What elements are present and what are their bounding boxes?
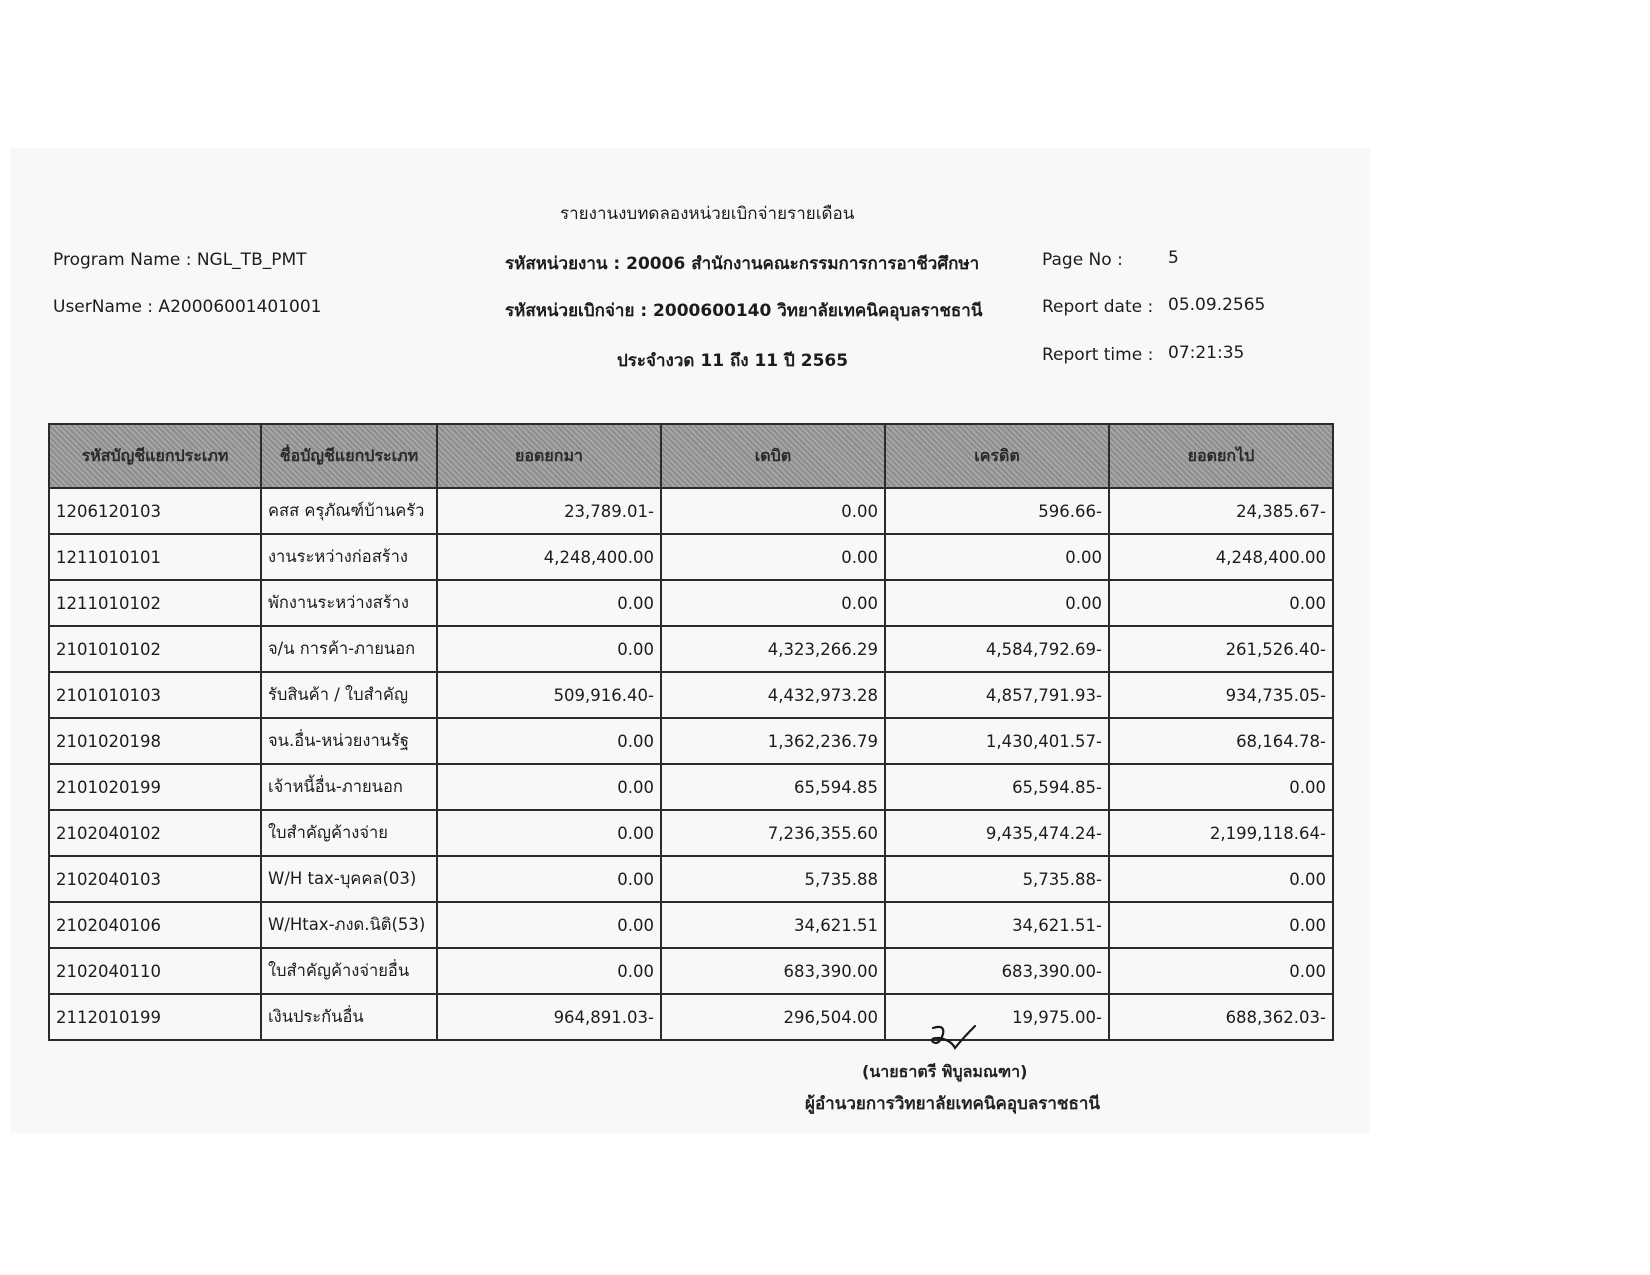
cell-account-name: เงินประกันอื่น (261, 994, 437, 1040)
cell-account-name: งานระหว่างก่อสร้าง (261, 534, 437, 580)
cell-account-code: 2101020198 (49, 718, 261, 764)
cell-account-name: ใบสำคัญค้างจ่าย (261, 810, 437, 856)
header-carried-forward: ยอดยกไป (1109, 424, 1333, 488)
cell-debit: 0.00 (661, 580, 885, 626)
cell-account-name: เจ้าหนี้อื่น-ภายนอก (261, 764, 437, 810)
page-no-value: 5 (1168, 248, 1179, 268)
cell-brought-forward: 0.00 (437, 718, 661, 764)
cell-carried-forward: 24,385.67- (1109, 488, 1333, 534)
cell-brought-forward: 0.00 (437, 902, 661, 948)
cell-account-name: ใบสำคัญค้างจ่ายอื่น (261, 948, 437, 994)
cell-credit: 0.00 (885, 580, 1109, 626)
cell-debit: 65,594.85 (661, 764, 885, 810)
cell-credit: 19,975.00- (885, 994, 1109, 1040)
cell-account-name: พักงานระหว่างสร้าง (261, 580, 437, 626)
table-row (49, 810, 1333, 856)
program-name: Program Name : NGL_TB_PMT (53, 250, 307, 270)
cell-debit: 5,735.88 (661, 856, 885, 902)
table-row (49, 948, 1333, 994)
header-brought-forward: ยอดยกมา (437, 424, 661, 488)
report-title: รายงานงบทดลองหน่วยเบิกจ่ายรายเดือน (560, 204, 855, 224)
table-row (49, 534, 1333, 580)
trial-balance-table (48, 423, 1334, 1041)
cell-account-name: รับสินค้า / ใบสำคัญ (261, 672, 437, 718)
cell-credit: 5,735.88- (885, 856, 1109, 902)
period-line: ประจำงวด 11 ถึง 11 ปี 2565 (617, 351, 849, 371)
cell-credit: 683,390.00- (885, 948, 1109, 994)
cell-debit: 0.00 (661, 534, 885, 580)
cell-account-name: คสส ครุภัณฑ์บ้านครัว (261, 488, 437, 534)
report-date-label: Report date : (1042, 297, 1154, 317)
cell-carried-forward: 68,164.78- (1109, 718, 1333, 764)
table-row (49, 488, 1333, 534)
cell-brought-forward: 23,789.01- (437, 488, 661, 534)
cell-account-name: จน.อื่น-หน่วยงานรัฐ (261, 718, 437, 764)
cell-account-code: 1211010102 (49, 580, 261, 626)
cell-account-code: 2112010199 (49, 994, 261, 1040)
cell-credit: 65,594.85- (885, 764, 1109, 810)
cell-account-code: 2101020199 (49, 764, 261, 810)
cell-carried-forward: 0.00 (1109, 948, 1333, 994)
cell-account-code: 2102040103 (49, 856, 261, 902)
cell-brought-forward: 964,891.03- (437, 994, 661, 1040)
header-account-code: รหัสบัญชีแยกประเภท (49, 424, 261, 488)
cell-debit: 4,432,973.28 (661, 672, 885, 718)
cell-account-code: 2102040102 (49, 810, 261, 856)
header-debit: เดบิต (661, 424, 885, 488)
cell-debit: 1,362,236.79 (661, 718, 885, 764)
cell-carried-forward: 688,362.03- (1109, 994, 1333, 1040)
table-row (49, 718, 1333, 764)
header-account-name: ชื่อบัญชีแยกประเภท (261, 424, 437, 488)
signature-mark (925, 1020, 980, 1056)
cell-credit: 34,621.51- (885, 902, 1109, 948)
cell-account-code: 2102040106 (49, 902, 261, 948)
cell-credit: 9,435,474.24- (885, 810, 1109, 856)
table-row (49, 856, 1333, 902)
report-time-label: Report time : (1042, 345, 1154, 365)
cell-account-code: 2102040110 (49, 948, 261, 994)
cell-account-code: 1206120103 (49, 488, 261, 534)
cell-brought-forward: 0.00 (437, 764, 661, 810)
cell-credit: 4,857,791.93- (885, 672, 1109, 718)
cell-account-code: 2101010103 (49, 672, 261, 718)
cell-account-code: 2101010102 (49, 626, 261, 672)
cell-carried-forward: 0.00 (1109, 856, 1333, 902)
signoff-position: ผู้อำนวยการวิทยาลัยเทคนิคอุบลราชธานี (805, 1094, 1101, 1114)
cell-carried-forward: 934,735.05- (1109, 672, 1333, 718)
cell-brought-forward: 0.00 (437, 580, 661, 626)
cell-debit: 296,504.00 (661, 994, 885, 1040)
cell-brought-forward: 0.00 (437, 948, 661, 994)
cell-debit: 4,323,266.29 (661, 626, 885, 672)
cell-carried-forward: 2,199,118.64- (1109, 810, 1333, 856)
cell-debit: 683,390.00 (661, 948, 885, 994)
signoff-name: (นายธาตรี พิบูลมณฑา) (862, 1062, 1028, 1081)
cell-carried-forward: 0.00 (1109, 764, 1333, 810)
page-no-label: Page No : (1042, 250, 1123, 270)
table-row (49, 580, 1333, 626)
cell-carried-forward: 0.00 (1109, 580, 1333, 626)
cell-brought-forward: 0.00 (437, 810, 661, 856)
cell-credit: 596.66- (885, 488, 1109, 534)
user-name: UserName : A20006001401001 (53, 297, 322, 317)
cell-brought-forward: 4,248,400.00 (437, 534, 661, 580)
report-time-value: 07:21:35 (1168, 343, 1245, 363)
cell-debit: 7,236,355.60 (661, 810, 885, 856)
table-row (49, 764, 1333, 810)
cell-credit: 4,584,792.69- (885, 626, 1109, 672)
cell-account-code: 1211010101 (49, 534, 261, 580)
cell-account-name: W/H tax-บุคคล(03) (261, 856, 437, 902)
table-row (49, 994, 1333, 1040)
cell-brought-forward: 0.00 (437, 626, 661, 672)
agency-line: รหัสหน่วยงาน : 20006 สำนักงานคณะกรรมการการอาชีวศึกษา (505, 254, 980, 274)
cell-carried-forward: 4,248,400.00 (1109, 534, 1333, 580)
cell-carried-forward: 261,526.40- (1109, 626, 1333, 672)
cell-brought-forward: 0.00 (437, 856, 661, 902)
table-row (49, 672, 1333, 718)
table-row (49, 626, 1333, 672)
header-credit: เครดิต (885, 424, 1109, 488)
cell-carried-forward: 0.00 (1109, 902, 1333, 948)
cell-credit: 1,430,401.57- (885, 718, 1109, 764)
table-row (49, 902, 1333, 948)
cell-debit: 34,621.51 (661, 902, 885, 948)
cell-credit: 0.00 (885, 534, 1109, 580)
cell-debit: 0.00 (661, 488, 885, 534)
cell-brought-forward: 509,916.40- (437, 672, 661, 718)
disbursing-unit-line: รหัสหน่วยเบิกจ่าย : 2000600140 วิทยาลัยเทคนิคอุบลราชธานี (505, 301, 983, 321)
cell-account-name: W/Htax-ภงด.นิติ(53) (261, 902, 437, 948)
cell-account-name: จ/น การค้า-ภายนอก (261, 626, 437, 672)
table-header-row (49, 424, 1333, 488)
report-date-value: 05.09.2565 (1168, 295, 1266, 315)
